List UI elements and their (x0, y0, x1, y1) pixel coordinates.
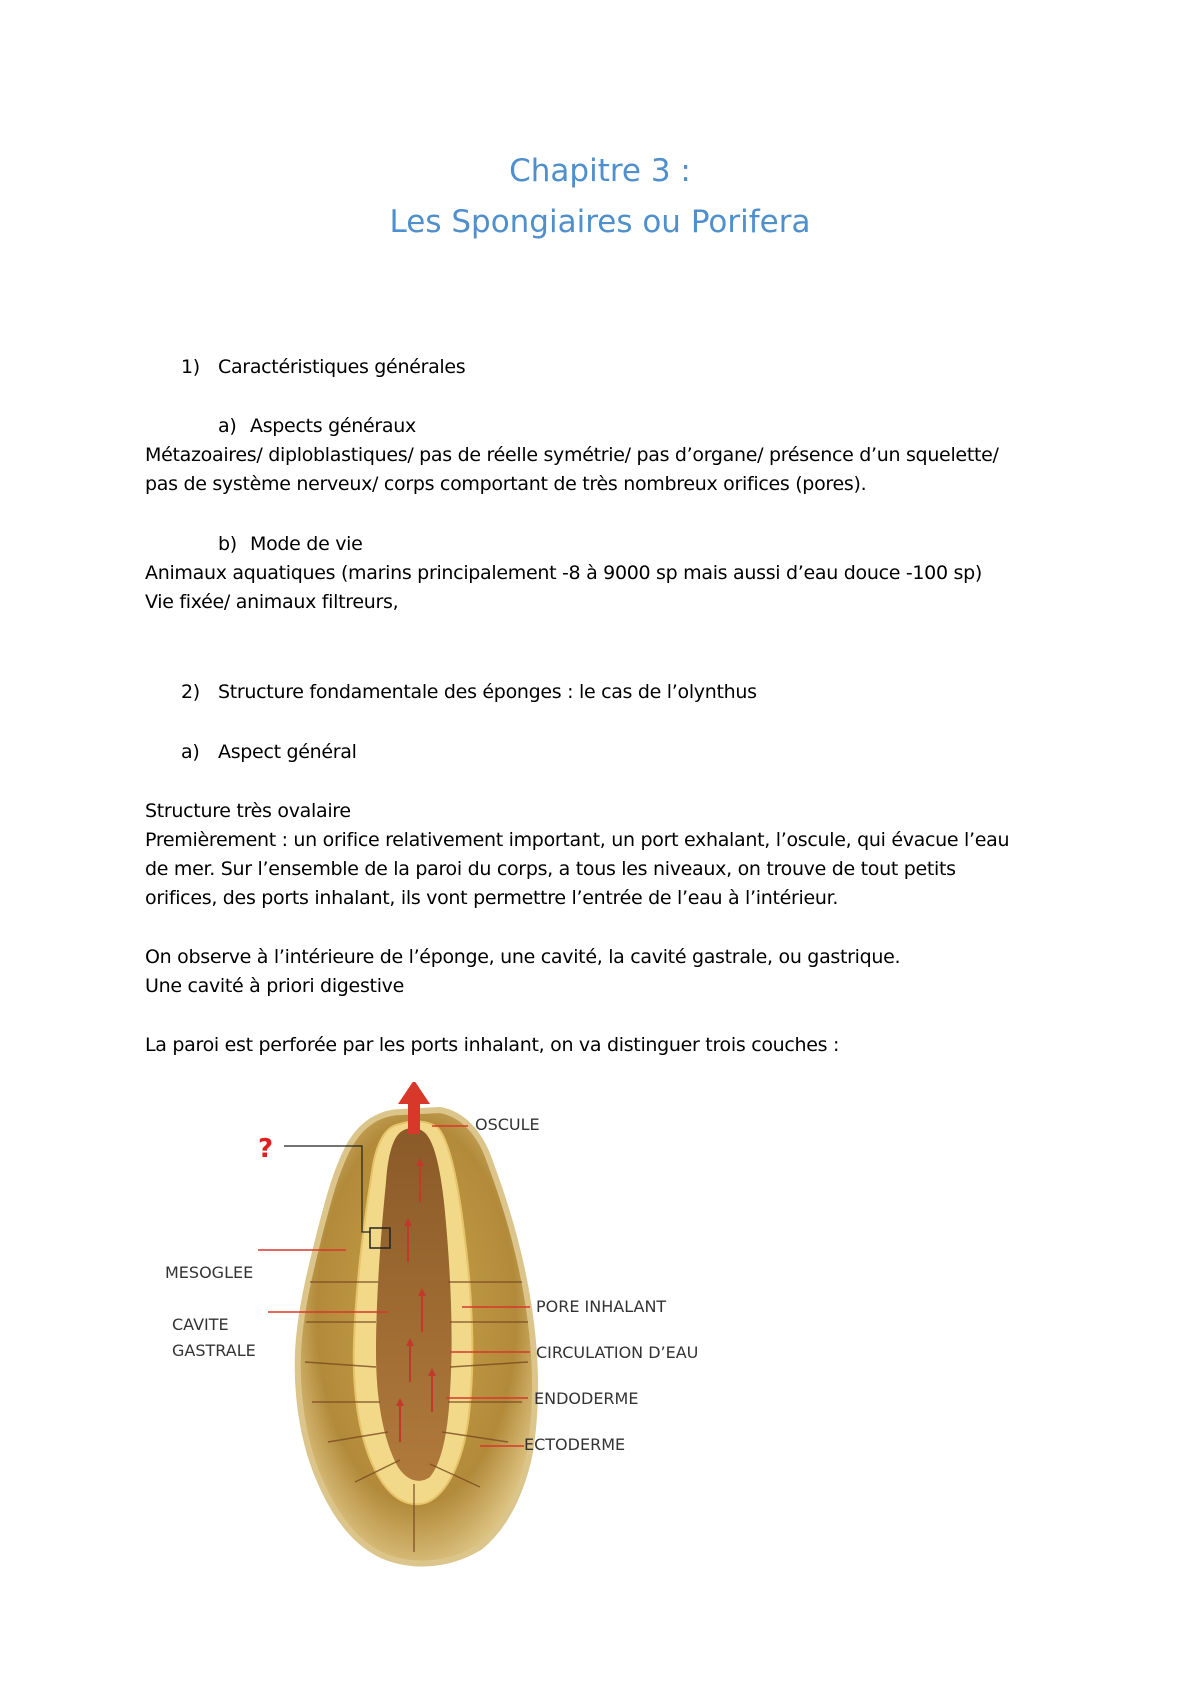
question-mark-label: ? (258, 1134, 274, 1164)
subsection-1a-letter: a) (218, 415, 237, 437)
paragraph-line: Vie fixée/ animaux filtreurs, (145, 591, 399, 613)
section-2-title: Structure fondamentale des éponges : le cas de l’olynthus (218, 681, 757, 703)
pore-inhalant-label: PORE INHALANT (536, 1297, 667, 1316)
mesoglee-label: MESOGLEE (165, 1263, 254, 1282)
circulation-label: CIRCULATION D’EAU (536, 1343, 699, 1362)
subsection-2a-letter: a) (181, 741, 200, 763)
section-2-heading (181, 678, 757, 707)
cavite-label-line2: GASTRALE (172, 1341, 256, 1360)
paragraph-line: de mer. Sur l’ensemble de la paroi du corps, a tous les niveaux, on trouve de tout petits (145, 858, 956, 880)
paragraph-line: Une cavité à priori digestive (145, 975, 405, 997)
olynthus-diagram (150, 1082, 730, 1602)
subsection-1a-title: Aspects généraux (250, 415, 416, 437)
section-1-title: Caractéristiques générales (218, 356, 466, 378)
paragraph-line: On observe à l’intérieure de l’éponge, une cavité, la cavité gastrale, ou gastrique. (145, 946, 901, 968)
paragraph-line: orifices, des ports inhalant, ils vont permettre l’entrée de l’eau à l’intérieur. (145, 887, 839, 909)
paragraph-line: Métazoaires/ diploblastiques/ pas de réelle symétrie/ pas d’organe/ présence d’un squelette/ (145, 444, 999, 466)
subsection-1a-heading (218, 412, 416, 441)
gastral-cavity (376, 1128, 452, 1481)
cavite-label-line1: CAVITE (172, 1315, 229, 1334)
endoderme-label: ENDODERME (534, 1389, 639, 1408)
paragraph-line: Premièrement : un orifice relativement important, un port exhalant, l’oscule, qui évacue l’eau (145, 829, 1010, 851)
chapter-title: Chapitre 3 : (509, 153, 691, 189)
paragraph-line: Structure très ovalaire (145, 800, 351, 822)
ectoderme-label: ECTODERME (524, 1435, 626, 1454)
chapter-subtitle: Les Spongiaires ou Porifera (389, 204, 811, 240)
subsection-1b-title: Mode de vie (250, 533, 363, 555)
section-1-number: 1) (181, 356, 200, 378)
paragraph-line: Animaux aquatiques (marins principalement -8 à 9000 sp mais aussi d’eau douce -100 sp) (145, 562, 982, 584)
subsection-2a-title: Aspect général (218, 741, 357, 763)
section-1-heading (181, 353, 465, 382)
subsection-1b-letter: b) (218, 533, 237, 555)
subsection-1b-heading (218, 530, 363, 559)
oscule-label: OSCULE (475, 1115, 540, 1134)
paragraph-line: pas de système nerveux/ corps comportant de très nombreux orifices (pores). (145, 473, 867, 495)
section-2-number: 2) (181, 681, 200, 703)
paragraph-line: La paroi est perforée par les ports inhalant, on va distinguer trois couches : (145, 1034, 840, 1056)
subsection-2a-heading (181, 738, 357, 767)
